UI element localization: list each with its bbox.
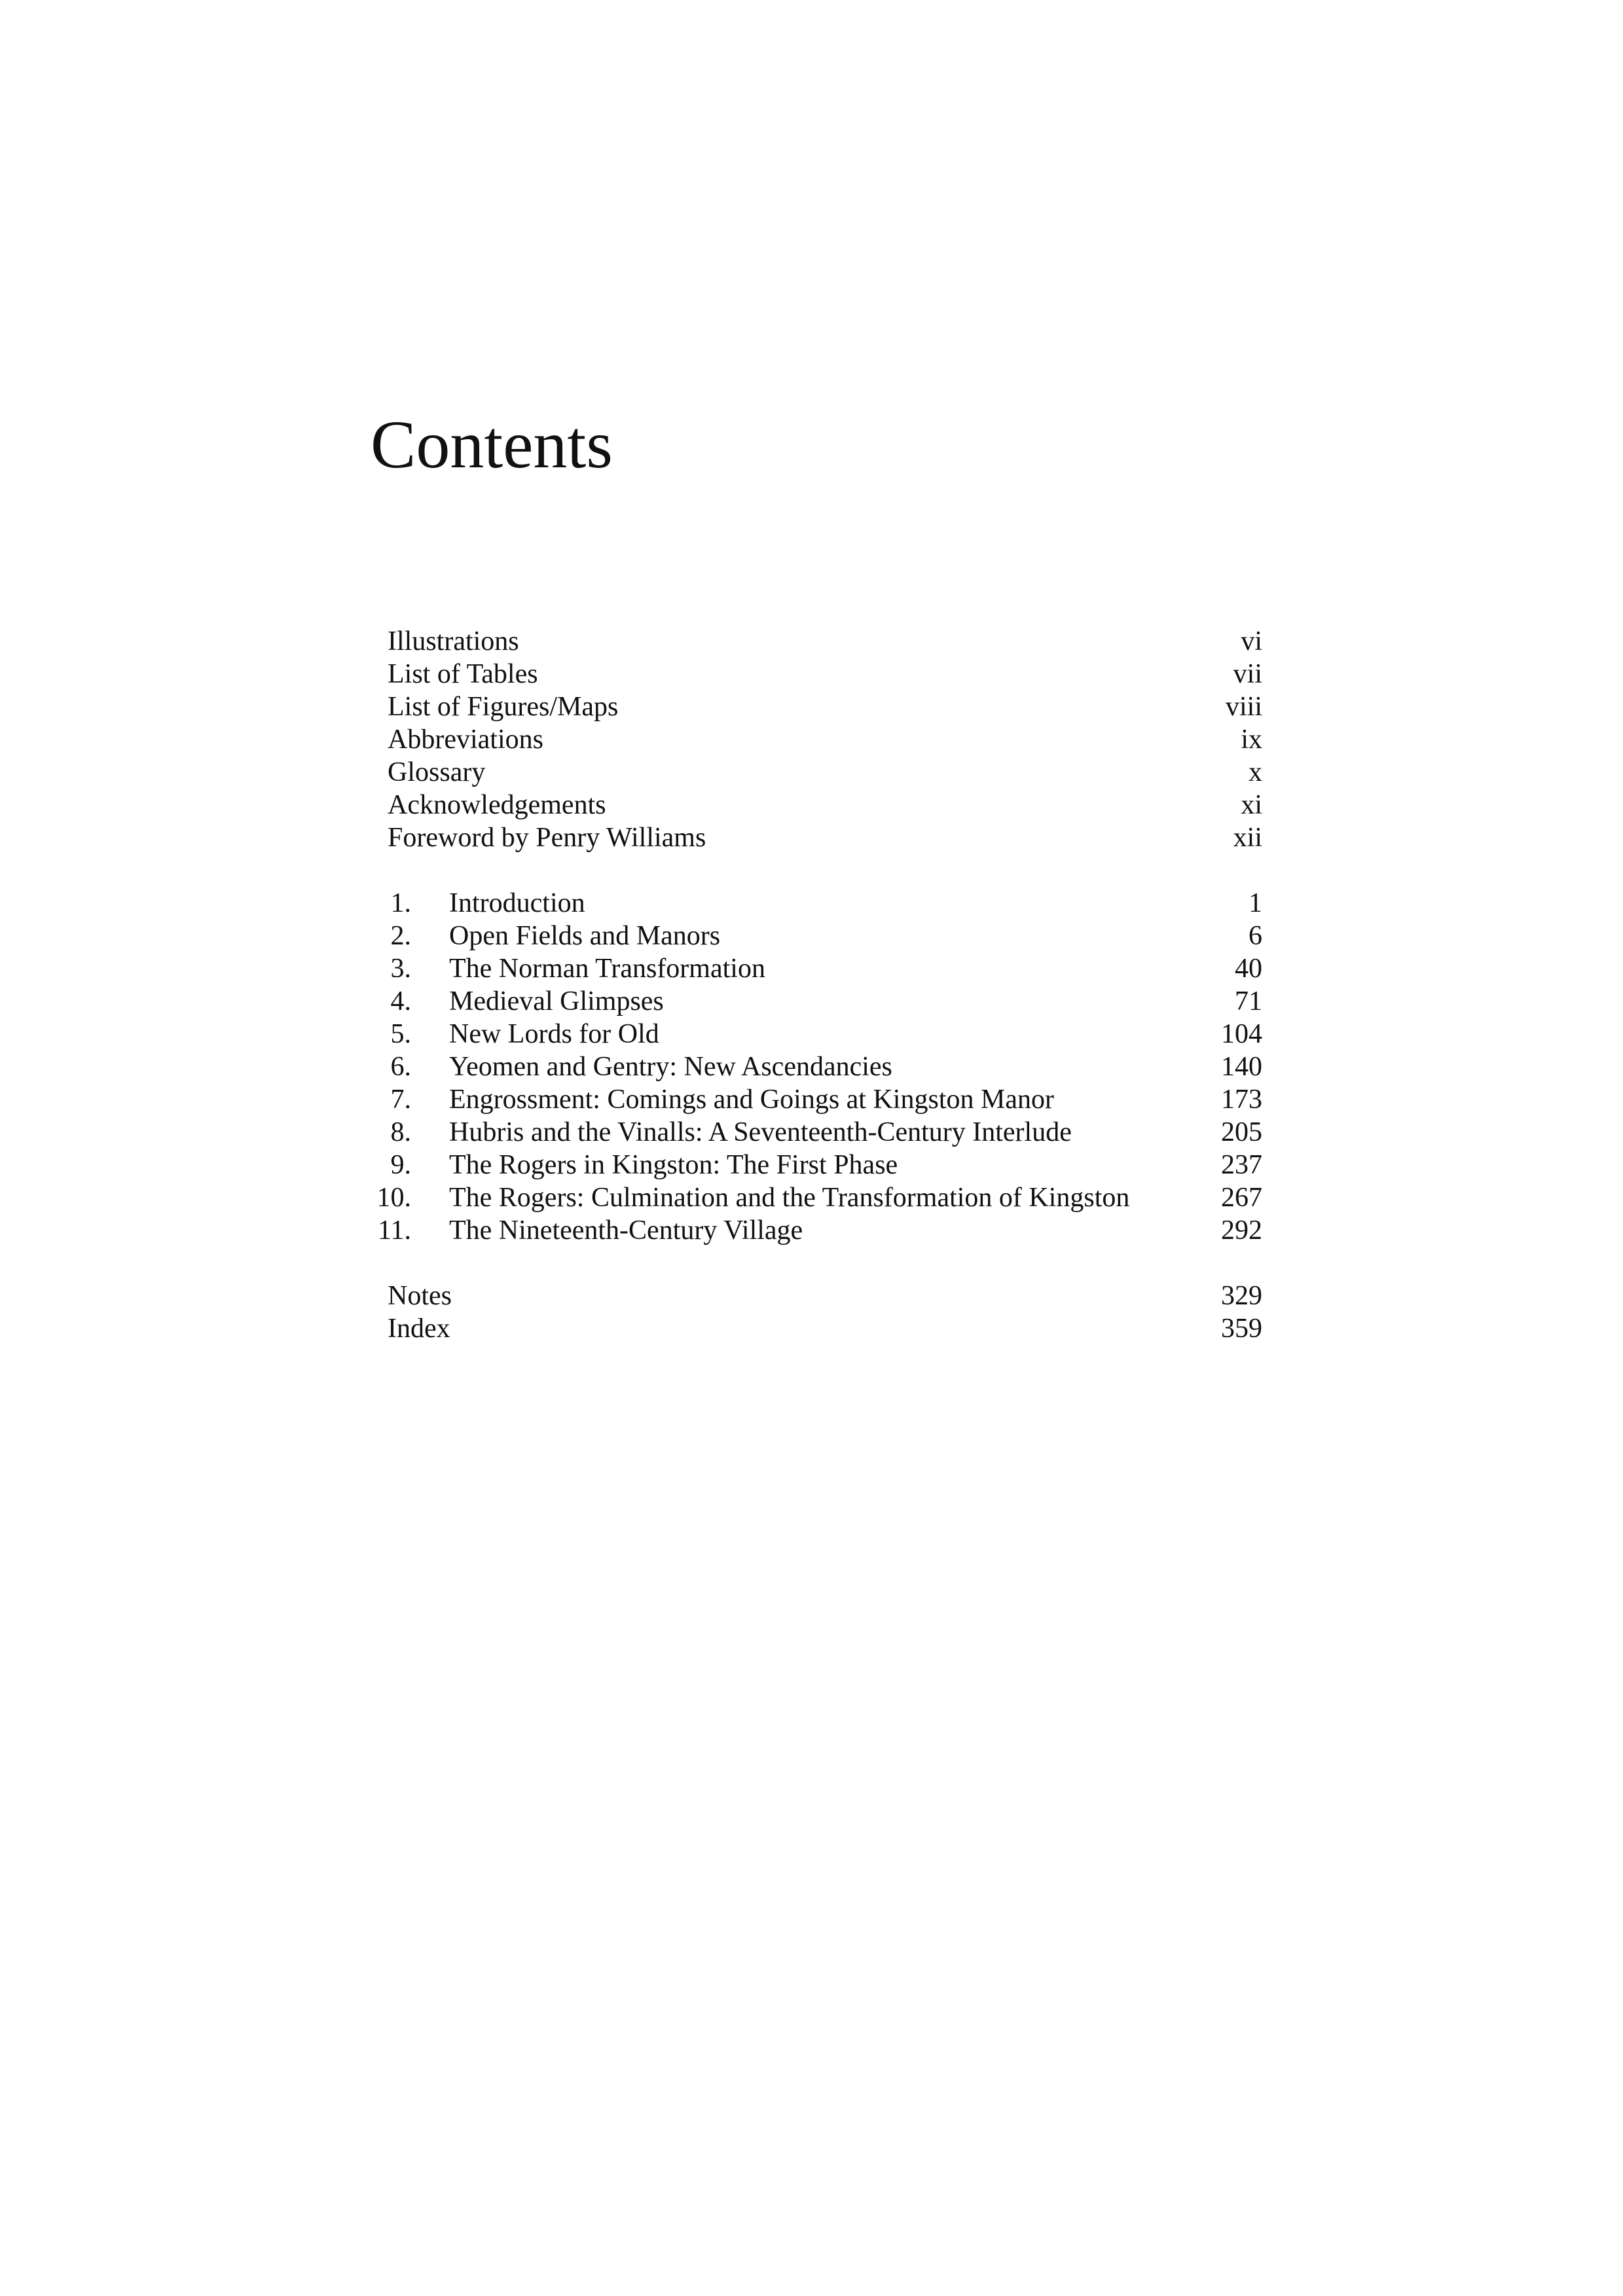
- chapter-title: Engrossment: Comings and Goings at Kingston Manor: [449, 1085, 1054, 1115]
- toc-entry-title: Abbreviations: [388, 725, 543, 755]
- toc-entry-title: Notes: [388, 1281, 452, 1311]
- chapter-title: Open Fields and Manors: [449, 921, 721, 951]
- chapter-number: 2.: [390, 921, 411, 951]
- toc-entry-title: List of Figures/Maps: [388, 692, 619, 722]
- toc-entry-title: Acknowledgements: [388, 790, 606, 820]
- toc-entry-page: vi: [1241, 626, 1262, 656]
- toc-chapter-8: [367, 1116, 1262, 1149]
- toc-chapter-3: [367, 952, 1262, 985]
- toc-entry-acknowledgements: [367, 789, 1262, 821]
- toc-chapter-6: [367, 1050, 1262, 1083]
- chapter-number: 7.: [390, 1085, 411, 1115]
- toc-chapter-4: [367, 985, 1262, 1018]
- chapter-page: 205: [1221, 1117, 1262, 1147]
- toc-entry-list-of-tables: [367, 658, 1262, 691]
- chapter-page: 292: [1221, 1215, 1262, 1246]
- toc-entry-page: vii: [1233, 659, 1262, 689]
- toc-entry-list-of-figures: [367, 691, 1262, 723]
- front-matter-list: [367, 625, 1262, 854]
- page-title: Contents: [371, 407, 613, 482]
- chapter-title: New Lords for Old: [449, 1019, 659, 1049]
- chapter-number: 3.: [390, 954, 411, 984]
- toc-chapter-1: [367, 887, 1262, 920]
- chapter-page: 267: [1221, 1183, 1262, 1213]
- toc-entry-title: List of Tables: [388, 659, 538, 689]
- chapter-page: 40: [1235, 954, 1262, 984]
- toc-entry-page: 359: [1221, 1314, 1262, 1344]
- toc-entry-page: x: [1249, 757, 1262, 787]
- chapter-title: Hubris and the Vinalls: A Seventeenth-Century Interlude: [449, 1117, 1072, 1147]
- chapter-number: 10.: [376, 1183, 411, 1213]
- toc-entry-notes: [367, 1280, 1262, 1312]
- chapter-title: The Rogers in Kingston: The First Phase: [449, 1150, 898, 1180]
- chapter-number: 1.: [390, 888, 411, 918]
- chapter-title: Medieval Glimpses: [449, 986, 664, 1016]
- chapter-page: 71: [1235, 986, 1262, 1016]
- chapter-page: 104: [1221, 1019, 1262, 1049]
- chapter-number: 8.: [390, 1117, 411, 1147]
- toc-entry-title: Index: [388, 1314, 450, 1344]
- toc-entry-index: [367, 1312, 1262, 1345]
- chapter-number: 5.: [390, 1019, 411, 1049]
- toc-chapter-11: [367, 1214, 1262, 1247]
- toc-entry-page: xii: [1233, 823, 1262, 853]
- toc-entry-abbreviations: [367, 723, 1262, 756]
- toc-entry-page: 329: [1221, 1281, 1262, 1311]
- toc-chapter-2: [367, 920, 1262, 952]
- toc-entry-foreword: [367, 821, 1262, 854]
- toc-entry-page: ix: [1241, 725, 1262, 755]
- chapter-title: The Norman Transformation: [449, 954, 765, 984]
- toc-chapter-10: [367, 1181, 1262, 1214]
- toc-chapter-7: [367, 1083, 1262, 1116]
- toc-entry-page: xi: [1241, 790, 1262, 820]
- toc-entry-illustrations: [367, 625, 1262, 658]
- chapter-page: 140: [1221, 1052, 1262, 1082]
- toc-entry-page: viii: [1225, 692, 1262, 722]
- chapter-number: 9.: [390, 1150, 411, 1180]
- chapter-page: 237: [1221, 1150, 1262, 1180]
- chapter-title: The Rogers: Culmination and the Transformation of Kingston: [449, 1183, 1130, 1213]
- toc-entry-title: Glossary: [388, 757, 486, 787]
- toc-entry-glossary: [367, 756, 1262, 789]
- chapter-page: 1: [1249, 888, 1262, 918]
- chapter-number: 4.: [390, 986, 411, 1016]
- chapter-page: 6: [1249, 921, 1262, 951]
- chapter-title: Introduction: [449, 888, 585, 918]
- toc-entry-title: Foreword by Penry Williams: [388, 823, 706, 853]
- toc-chapter-9: [367, 1149, 1262, 1181]
- toc-entry-title: Illustrations: [388, 626, 519, 656]
- back-matter-list: [367, 1280, 1262, 1345]
- chapter-number: 6.: [390, 1052, 411, 1082]
- chapter-title: The Nineteenth-Century Village: [449, 1215, 803, 1246]
- toc-chapter-5: [367, 1018, 1262, 1050]
- chapter-title: Yeomen and Gentry: New Ascendancies: [449, 1052, 892, 1082]
- chapter-number: 11.: [378, 1215, 411, 1246]
- chapter-page: 173: [1221, 1085, 1262, 1115]
- chapter-list: [367, 887, 1262, 1247]
